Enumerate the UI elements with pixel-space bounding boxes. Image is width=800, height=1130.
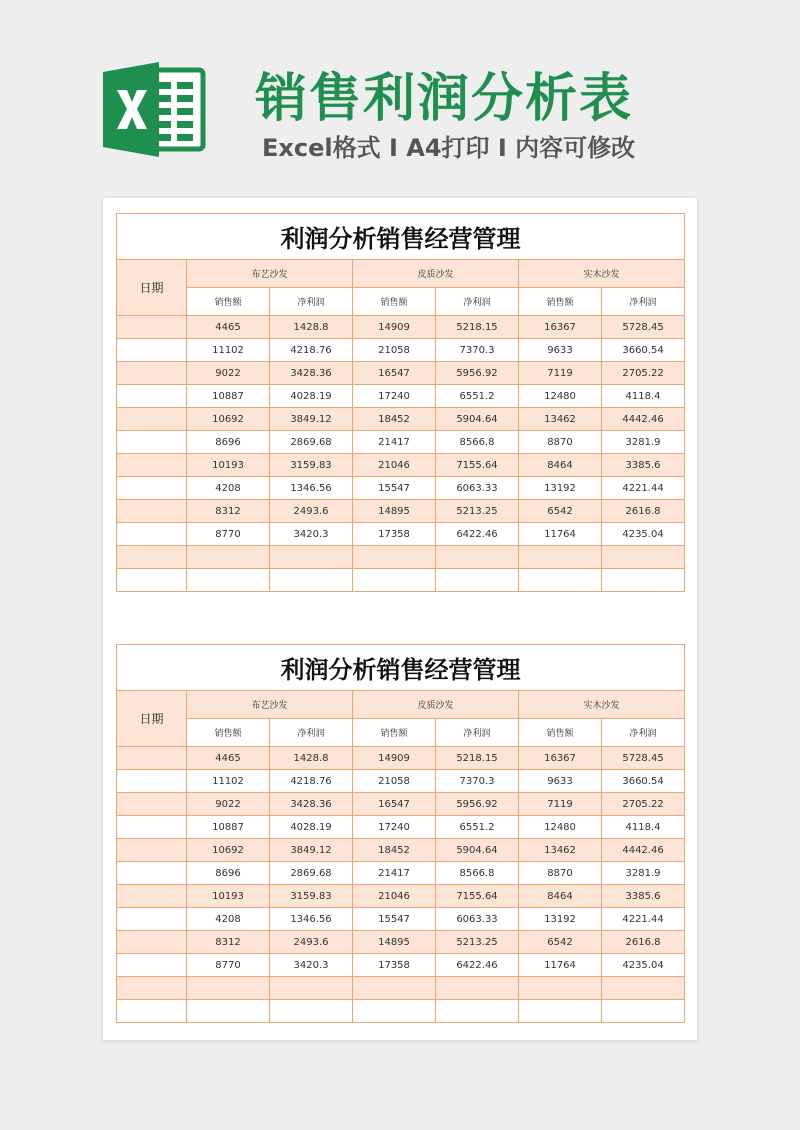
value-cell: 6542 bbox=[519, 931, 602, 954]
value-cell bbox=[436, 546, 519, 569]
date-cell bbox=[117, 931, 187, 954]
value-cell: 13462 bbox=[519, 839, 602, 862]
value-cell: 6063.33 bbox=[436, 477, 519, 500]
value-cell: 2616.8 bbox=[602, 500, 685, 523]
value-cell: 2869.68 bbox=[270, 862, 353, 885]
table-title-row bbox=[117, 214, 685, 260]
group-header: 布艺沙发 bbox=[187, 691, 353, 719]
value-cell: 2705.22 bbox=[602, 793, 685, 816]
value-cell: 4235.04 bbox=[602, 523, 685, 546]
page-title: 销售利润分析表 bbox=[255, 69, 634, 129]
table-row bbox=[117, 1000, 685, 1023]
table-row bbox=[117, 569, 685, 592]
table-row bbox=[117, 477, 685, 500]
value-cell: 8312 bbox=[187, 500, 270, 523]
value-cell bbox=[519, 546, 602, 569]
value-cell: 6551.2 bbox=[436, 385, 519, 408]
date-cell bbox=[117, 885, 187, 908]
column-header: 销售额 bbox=[519, 288, 602, 316]
table-title-row bbox=[117, 645, 685, 691]
value-cell bbox=[353, 977, 436, 1000]
table-row bbox=[117, 408, 685, 431]
table-row bbox=[117, 454, 685, 477]
sales-table bbox=[116, 644, 685, 1023]
sales-table bbox=[116, 213, 685, 592]
table-title: 利润分析销售经营管理 bbox=[117, 214, 685, 260]
column-header: 净利润 bbox=[602, 288, 685, 316]
value-cell: 1346.56 bbox=[270, 477, 353, 500]
value-cell: 2493.6 bbox=[270, 500, 353, 523]
value-cell: 7155.64 bbox=[436, 454, 519, 477]
value-cell: 3281.9 bbox=[602, 862, 685, 885]
date-cell bbox=[117, 862, 187, 885]
value-cell: 3420.3 bbox=[270, 954, 353, 977]
date-cell bbox=[117, 747, 187, 770]
value-cell: 4221.44 bbox=[602, 908, 685, 931]
value-cell: 5956.92 bbox=[436, 362, 519, 385]
page-subtitle: Excel格式 I A4打印 I 内容可修改 bbox=[262, 134, 636, 162]
value-cell: 12480 bbox=[519, 385, 602, 408]
value-cell: 4442.46 bbox=[602, 839, 685, 862]
table-row bbox=[117, 316, 685, 339]
value-cell: 6551.2 bbox=[436, 816, 519, 839]
value-cell bbox=[270, 546, 353, 569]
value-cell: 9022 bbox=[187, 793, 270, 816]
table-row bbox=[117, 816, 685, 839]
excel-icon bbox=[103, 62, 207, 157]
value-cell: 16547 bbox=[353, 793, 436, 816]
value-cell bbox=[519, 977, 602, 1000]
column-header: 净利润 bbox=[602, 719, 685, 747]
value-cell: 10692 bbox=[187, 839, 270, 862]
value-cell bbox=[353, 546, 436, 569]
value-cell: 14895 bbox=[353, 931, 436, 954]
value-cell: 10887 bbox=[187, 385, 270, 408]
date-cell bbox=[117, 977, 187, 1000]
group-header-row bbox=[117, 691, 685, 719]
value-cell: 3159.83 bbox=[270, 885, 353, 908]
value-cell: 3281.9 bbox=[602, 431, 685, 454]
value-cell: 16547 bbox=[353, 362, 436, 385]
value-cell: 11764 bbox=[519, 954, 602, 977]
column-header: 销售额 bbox=[353, 288, 436, 316]
value-cell: 10193 bbox=[187, 454, 270, 477]
value-cell: 21417 bbox=[353, 431, 436, 454]
date-cell bbox=[117, 431, 187, 454]
table-row bbox=[117, 546, 685, 569]
value-cell bbox=[353, 569, 436, 592]
table-row bbox=[117, 770, 685, 793]
column-header: 销售额 bbox=[519, 719, 602, 747]
value-cell: 21046 bbox=[353, 454, 436, 477]
value-cell bbox=[270, 569, 353, 592]
value-cell: 4028.19 bbox=[270, 385, 353, 408]
table-block-2 bbox=[116, 644, 684, 1023]
value-cell: 7155.64 bbox=[436, 885, 519, 908]
value-cell bbox=[353, 1000, 436, 1023]
value-cell: 13192 bbox=[519, 908, 602, 931]
value-cell: 4208 bbox=[187, 477, 270, 500]
table-row bbox=[117, 362, 685, 385]
value-cell: 4118.4 bbox=[602, 385, 685, 408]
date-header: 日期 bbox=[117, 260, 187, 316]
value-cell: 3385.6 bbox=[602, 885, 685, 908]
page-header bbox=[0, 0, 800, 200]
value-cell: 6063.33 bbox=[436, 908, 519, 931]
date-cell bbox=[117, 408, 187, 431]
table-row bbox=[117, 523, 685, 546]
value-cell: 14909 bbox=[353, 747, 436, 770]
value-cell: 11764 bbox=[519, 523, 602, 546]
value-cell bbox=[270, 977, 353, 1000]
value-cell: 16367 bbox=[519, 747, 602, 770]
value-cell bbox=[602, 569, 685, 592]
group-header: 皮质沙发 bbox=[353, 691, 519, 719]
value-cell: 3428.36 bbox=[270, 362, 353, 385]
date-cell bbox=[117, 385, 187, 408]
value-cell: 8770 bbox=[187, 523, 270, 546]
date-cell bbox=[117, 546, 187, 569]
value-cell bbox=[187, 546, 270, 569]
value-cell: 15547 bbox=[353, 477, 436, 500]
value-cell: 4028.19 bbox=[270, 816, 353, 839]
group-header: 实木沙发 bbox=[519, 691, 685, 719]
value-cell: 17358 bbox=[353, 954, 436, 977]
value-cell: 5218.15 bbox=[436, 747, 519, 770]
value-cell: 10692 bbox=[187, 408, 270, 431]
value-cell: 2705.22 bbox=[602, 362, 685, 385]
value-cell: 21046 bbox=[353, 885, 436, 908]
date-cell bbox=[117, 839, 187, 862]
value-cell: 3849.12 bbox=[270, 839, 353, 862]
table-row bbox=[117, 885, 685, 908]
value-cell: 11102 bbox=[187, 770, 270, 793]
value-cell: 11102 bbox=[187, 339, 270, 362]
value-cell bbox=[187, 1000, 270, 1023]
date-cell bbox=[117, 500, 187, 523]
date-cell bbox=[117, 362, 187, 385]
table-row bbox=[117, 385, 685, 408]
value-cell bbox=[602, 977, 685, 1000]
value-cell: 8464 bbox=[519, 454, 602, 477]
value-cell: 10887 bbox=[187, 816, 270, 839]
value-cell: 6542 bbox=[519, 500, 602, 523]
value-cell: 7370.3 bbox=[436, 339, 519, 362]
table-row bbox=[117, 931, 685, 954]
date-cell bbox=[117, 316, 187, 339]
date-cell bbox=[117, 477, 187, 500]
value-cell bbox=[602, 546, 685, 569]
value-cell: 8770 bbox=[187, 954, 270, 977]
value-cell: 1428.8 bbox=[270, 316, 353, 339]
value-cell: 15547 bbox=[353, 908, 436, 931]
value-cell: 21417 bbox=[353, 862, 436, 885]
value-cell: 3385.6 bbox=[602, 454, 685, 477]
value-cell: 21058 bbox=[353, 339, 436, 362]
value-cell: 5728.45 bbox=[602, 316, 685, 339]
column-header: 净利润 bbox=[436, 288, 519, 316]
value-cell: 3420.3 bbox=[270, 523, 353, 546]
value-cell: 8566.8 bbox=[436, 862, 519, 885]
value-cell: 17240 bbox=[353, 816, 436, 839]
date-cell bbox=[117, 770, 187, 793]
value-cell: 4118.4 bbox=[602, 816, 685, 839]
sub-header-row bbox=[117, 719, 685, 747]
value-cell: 18452 bbox=[353, 408, 436, 431]
value-cell: 17240 bbox=[353, 385, 436, 408]
column-header: 净利润 bbox=[270, 288, 353, 316]
value-cell: 18452 bbox=[353, 839, 436, 862]
value-cell: 4218.76 bbox=[270, 339, 353, 362]
value-cell: 6422.46 bbox=[436, 523, 519, 546]
value-cell: 5904.64 bbox=[436, 408, 519, 431]
date-cell bbox=[117, 1000, 187, 1023]
value-cell: 13192 bbox=[519, 477, 602, 500]
value-cell: 5728.45 bbox=[602, 747, 685, 770]
value-cell bbox=[270, 1000, 353, 1023]
value-cell: 5904.64 bbox=[436, 839, 519, 862]
column-header: 销售额 bbox=[187, 719, 270, 747]
value-cell: 8870 bbox=[519, 431, 602, 454]
table-row bbox=[117, 431, 685, 454]
value-cell: 8870 bbox=[519, 862, 602, 885]
value-cell bbox=[436, 1000, 519, 1023]
value-cell: 5213.25 bbox=[436, 931, 519, 954]
value-cell: 8566.8 bbox=[436, 431, 519, 454]
value-cell: 10193 bbox=[187, 885, 270, 908]
date-cell bbox=[117, 816, 187, 839]
column-header: 销售额 bbox=[187, 288, 270, 316]
value-cell: 3849.12 bbox=[270, 408, 353, 431]
sub-header-row bbox=[117, 288, 685, 316]
value-cell bbox=[187, 977, 270, 1000]
value-cell: 16367 bbox=[519, 316, 602, 339]
value-cell: 8696 bbox=[187, 431, 270, 454]
value-cell: 5956.92 bbox=[436, 793, 519, 816]
value-cell: 8312 bbox=[187, 931, 270, 954]
value-cell bbox=[187, 569, 270, 592]
value-cell: 8696 bbox=[187, 862, 270, 885]
value-cell: 5213.25 bbox=[436, 500, 519, 523]
value-cell bbox=[602, 1000, 685, 1023]
value-cell: 3660.54 bbox=[602, 339, 685, 362]
value-cell: 2493.6 bbox=[270, 931, 353, 954]
value-cell: 7119 bbox=[519, 362, 602, 385]
value-cell: 9633 bbox=[519, 770, 602, 793]
value-cell: 4208 bbox=[187, 908, 270, 931]
value-cell bbox=[436, 977, 519, 1000]
value-cell: 2869.68 bbox=[270, 431, 353, 454]
date-cell bbox=[117, 569, 187, 592]
date-cell bbox=[117, 523, 187, 546]
value-cell bbox=[436, 569, 519, 592]
value-cell: 7370.3 bbox=[436, 770, 519, 793]
table-row bbox=[117, 839, 685, 862]
value-cell: 8464 bbox=[519, 885, 602, 908]
value-cell: 4235.04 bbox=[602, 954, 685, 977]
date-cell bbox=[117, 908, 187, 931]
value-cell: 3159.83 bbox=[270, 454, 353, 477]
group-header: 实木沙发 bbox=[519, 260, 685, 288]
date-cell bbox=[117, 454, 187, 477]
table-block-1 bbox=[116, 213, 684, 592]
value-cell bbox=[519, 569, 602, 592]
value-cell: 12480 bbox=[519, 816, 602, 839]
date-cell bbox=[117, 339, 187, 362]
table-row bbox=[117, 339, 685, 362]
value-cell: 3660.54 bbox=[602, 770, 685, 793]
value-cell: 21058 bbox=[353, 770, 436, 793]
group-header-row bbox=[117, 260, 685, 288]
date-header: 日期 bbox=[117, 691, 187, 747]
value-cell: 14909 bbox=[353, 316, 436, 339]
value-cell: 7119 bbox=[519, 793, 602, 816]
table-row bbox=[117, 954, 685, 977]
table-row bbox=[117, 747, 685, 770]
value-cell: 1346.56 bbox=[270, 908, 353, 931]
table-row bbox=[117, 862, 685, 885]
value-cell: 4221.44 bbox=[602, 477, 685, 500]
value-cell: 4442.46 bbox=[602, 408, 685, 431]
column-header: 净利润 bbox=[436, 719, 519, 747]
date-cell bbox=[117, 793, 187, 816]
value-cell: 2616.8 bbox=[602, 931, 685, 954]
value-cell: 14895 bbox=[353, 500, 436, 523]
value-cell: 4218.76 bbox=[270, 770, 353, 793]
table-row bbox=[117, 793, 685, 816]
value-cell: 1428.8 bbox=[270, 747, 353, 770]
value-cell: 4465 bbox=[187, 747, 270, 770]
date-cell bbox=[117, 954, 187, 977]
value-cell: 3428.36 bbox=[270, 793, 353, 816]
value-cell: 9022 bbox=[187, 362, 270, 385]
sheet bbox=[103, 198, 697, 1040]
table-title: 利润分析销售经营管理 bbox=[117, 645, 685, 691]
group-header: 布艺沙发 bbox=[187, 260, 353, 288]
group-header: 皮质沙发 bbox=[353, 260, 519, 288]
table-row bbox=[117, 908, 685, 931]
table-row bbox=[117, 977, 685, 1000]
value-cell: 4465 bbox=[187, 316, 270, 339]
column-header: 销售额 bbox=[353, 719, 436, 747]
value-cell: 13462 bbox=[519, 408, 602, 431]
value-cell: 9633 bbox=[519, 339, 602, 362]
value-cell: 5218.15 bbox=[436, 316, 519, 339]
value-cell: 6422.46 bbox=[436, 954, 519, 977]
column-header: 净利润 bbox=[270, 719, 353, 747]
table-row bbox=[117, 500, 685, 523]
value-cell bbox=[519, 1000, 602, 1023]
value-cell: 17358 bbox=[353, 523, 436, 546]
